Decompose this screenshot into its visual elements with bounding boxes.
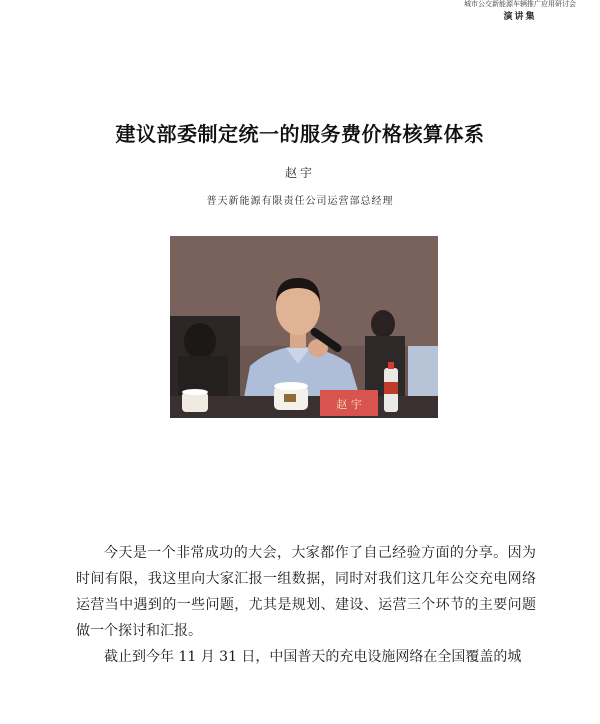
author-affiliation: 普天新能源有限责任公司运营部总经理 bbox=[206, 196, 394, 207]
article-author: 赵宇 bbox=[284, 166, 315, 180]
speaker-photo bbox=[170, 236, 438, 418]
article-body bbox=[76, 540, 536, 670]
body-paragraph: 截止到今年 11 月 31 日，中国普天的充电设施网络在全国覆盖的城 bbox=[104, 649, 522, 665]
running-header-collection: 演讲集 bbox=[503, 12, 537, 22]
speaker-photo-illustration bbox=[170, 236, 438, 418]
article-title: 建议部委制定统一的服务费价格核算体系 bbox=[115, 122, 485, 146]
name-card-label: 赵 宇 bbox=[336, 398, 362, 411]
body-paragraph: 今天是一个非常成功的大会，大家都作了自己经验方面的分享。因为时间有限，我这里向大家汇报一组数据，同时对我们这几年公交充电网络运营当中遇到的一些问题，尤其是规划、建设、运营三个环节的主要问题做一个探讨和汇报。 bbox=[76, 545, 536, 639]
running-header-series: 城市公交新能源车辆推广应用研讨会 bbox=[464, 0, 576, 8]
